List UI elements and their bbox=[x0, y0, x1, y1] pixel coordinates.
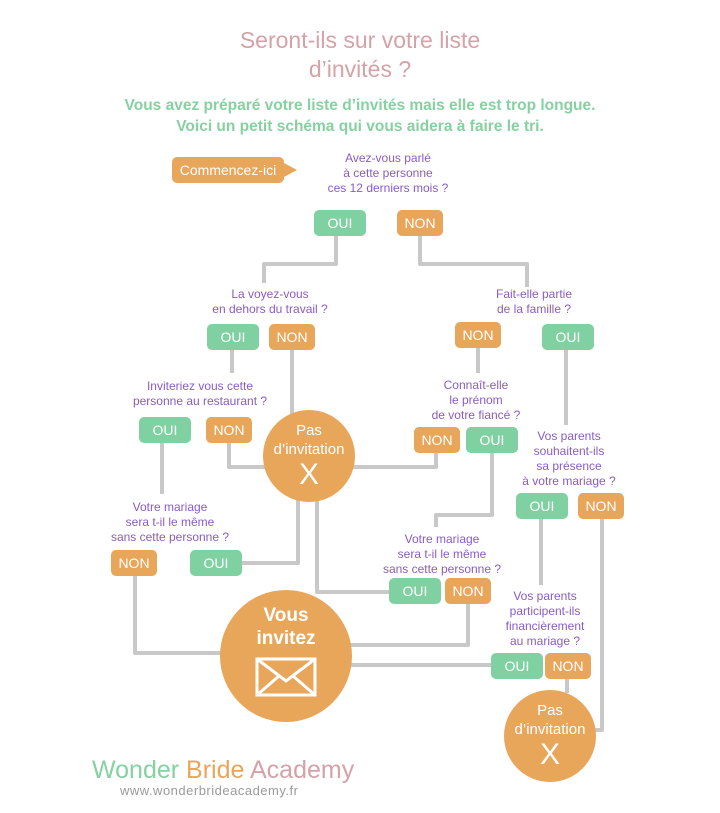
question-restaurant: Inviteriez vous cette personne au restaurant ? bbox=[132, 379, 268, 408]
outcome-no-invitation: Pas d’invitation X bbox=[504, 690, 596, 782]
connector bbox=[350, 604, 468, 645]
no-box: NON bbox=[269, 324, 315, 350]
no-box: NON bbox=[545, 653, 591, 679]
connector bbox=[264, 236, 336, 283]
connector bbox=[135, 576, 222, 653]
yes-box: OUI bbox=[516, 493, 568, 519]
envelope-icon bbox=[255, 657, 317, 697]
no-box: NON bbox=[414, 427, 460, 453]
no-box: NON bbox=[111, 550, 157, 576]
outcome-you-invite: Vous invitez bbox=[220, 590, 352, 722]
question-see-outside-work: La voyez-vous en dehors du travail ? bbox=[212, 287, 328, 316]
connector bbox=[436, 453, 492, 527]
yes-box: OUI bbox=[466, 427, 518, 453]
yes-box: OUI bbox=[139, 417, 191, 443]
no-box: NON bbox=[445, 578, 491, 604]
question-parents-wish: Vos parents souhaitent-ils sa présence à votre mariage ? bbox=[522, 429, 616, 488]
start-label: Commencez-ici bbox=[172, 157, 284, 183]
question-spoken-recently: Avez-vous parlé à cette personne ces 12 derniers mois ? bbox=[327, 151, 449, 195]
question-parents-finance: Vos parents participent-ils financièrement au mariage ? bbox=[505, 589, 585, 648]
connector bbox=[420, 236, 527, 287]
yes-box: OUI bbox=[314, 210, 366, 236]
question-family: Fait-elle partie de la famille ? bbox=[495, 287, 573, 316]
no-box: NON bbox=[206, 417, 252, 443]
yes-box: OUI bbox=[491, 653, 543, 679]
question-wedding-same-left: Votre mariage sera t-il le même sans cette personne ? bbox=[110, 500, 230, 544]
outcome-no-invitation: Pas d’invitation X bbox=[263, 410, 355, 502]
no-box: NON bbox=[578, 493, 624, 519]
yes-box: OUI bbox=[207, 324, 259, 350]
connector bbox=[351, 453, 436, 467]
cross-mark: X bbox=[539, 738, 560, 771]
question-wedding-same-middle: Votre mariage sera t-il le même sans cette personne ? bbox=[382, 532, 502, 576]
subtitle: Voici un petit schéma qui vous aidera à faire le tri. bbox=[176, 118, 544, 135]
no-box: NON bbox=[397, 210, 443, 236]
cross-mark: X bbox=[298, 458, 319, 491]
page-title: Seront-ils sur votre liste bbox=[239, 27, 481, 53]
question-knows-fiance: Connaît-elle le prénom de votre fiancé ? bbox=[431, 378, 521, 422]
no-box: NON bbox=[455, 322, 501, 348]
yes-box: OUI bbox=[190, 550, 242, 576]
brand-url[interactable]: www.wonderbrideacademy.fr bbox=[120, 783, 299, 798]
yes-box: OUI bbox=[542, 324, 594, 350]
connector bbox=[239, 496, 298, 563]
yes-box: OUI bbox=[389, 578, 441, 604]
brand-logo: Wonder Bride Academy bbox=[92, 756, 355, 784]
subtitle: Vous avez préparé votre liste d’invités mais elle est trop longue. bbox=[124, 97, 596, 114]
page-title: d’invités ? bbox=[308, 56, 412, 82]
